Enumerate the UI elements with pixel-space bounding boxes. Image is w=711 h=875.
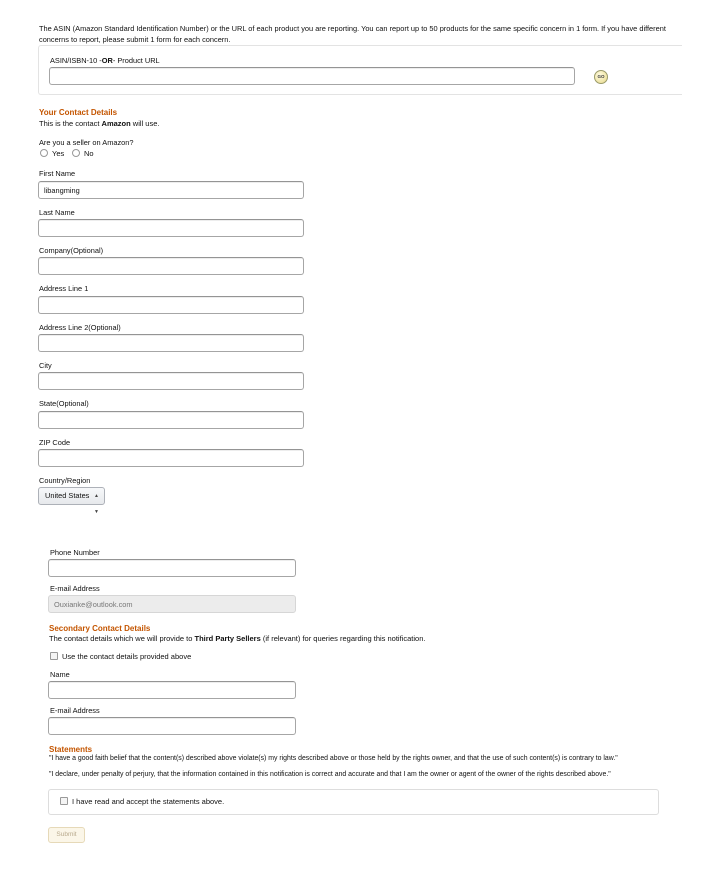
country-label: Country/Region (39, 476, 91, 485)
zip-input[interactable] (38, 449, 304, 467)
phone-label: Phone Number (50, 548, 100, 557)
seller-no-option[interactable]: No (72, 149, 94, 159)
secondary-email-input[interactable] (48, 717, 296, 735)
secondary-contact-subtext: The contact details which we will provide to Third Party Sellers (if relevant) for queries regarding this notification. (49, 634, 426, 643)
seller-question: Are you a seller on Amazon? (39, 138, 134, 147)
country-select[interactable]: United States ▲ ▼ (38, 487, 105, 505)
go-button[interactable]: GO (594, 70, 608, 84)
accept-statements-option[interactable]: I have read and accept the statements above. (60, 797, 224, 807)
company-input[interactable] (38, 257, 304, 275)
asin-instructions: The ASIN (Amazon Standard Identification Number) or the URL of each product you are reporting. You can report up to 50 products for the same specific concern in 1 form. If you have different concerns to report, please submit 1 form for each concern. (39, 24, 666, 44)
statement-perjury: "I declare, under penalty of perjury, that the information contained in this notification is correct and accurate and that I am the owner or agent of the owner of the rights described above." (49, 771, 611, 778)
zip-label: ZIP Code (39, 438, 71, 447)
asin-input[interactable] (49, 67, 575, 85)
accept-statements-checkbox[interactable] (60, 797, 68, 805)
statement-good-faith: "I have a good faith belief that the content(s) described above violate(s) my rights described above or those held by the rights owner, and that the use of such content(s) is contrary to law." (49, 755, 618, 762)
contact-details-subtext: This is the contact Amazon will use. (39, 119, 160, 128)
city-label: City (39, 361, 52, 370)
seller-yes-option[interactable]: Yes (40, 149, 64, 159)
secondary-name-label: Name (50, 670, 70, 679)
first-name-input[interactable] (38, 181, 304, 199)
secondary-name-input[interactable] (48, 681, 296, 699)
email-input[interactable] (48, 595, 296, 613)
address1-input[interactable] (38, 296, 304, 314)
radio-no[interactable] (72, 149, 80, 157)
radio-yes[interactable] (40, 149, 48, 157)
address2-label: Address Line 2(Optional) (39, 323, 121, 332)
secondary-contact-heading: Secondary Contact Details (49, 624, 151, 633)
last-name-label: Last Name (39, 208, 75, 217)
address1-label: Address Line 1 (39, 284, 89, 293)
secondary-email-label: E-mail Address (50, 706, 100, 715)
last-name-input[interactable] (38, 219, 304, 237)
company-label: Company(Optional) (39, 246, 104, 255)
state-label: State(Optional) (39, 399, 89, 408)
first-name-label: First Name (39, 169, 76, 178)
use-same-contact-option[interactable]: Use the contact details provided above (50, 652, 191, 662)
use-same-contact-checkbox[interactable] (50, 652, 58, 660)
contact-details-heading: Your Contact Details (39, 108, 118, 117)
city-input[interactable] (38, 372, 304, 390)
phone-input[interactable] (48, 559, 296, 577)
asin-label: ASIN/ISBN-10 -OR- Product URL (50, 56, 160, 65)
statements-heading: Statements (49, 745, 93, 754)
address2-input[interactable] (38, 334, 304, 352)
submit-button[interactable]: Submit (48, 827, 85, 843)
state-input[interactable] (38, 411, 304, 429)
email-label: E-mail Address (50, 584, 100, 593)
select-arrows-icon: ▲ ▼ (94, 493, 99, 515)
